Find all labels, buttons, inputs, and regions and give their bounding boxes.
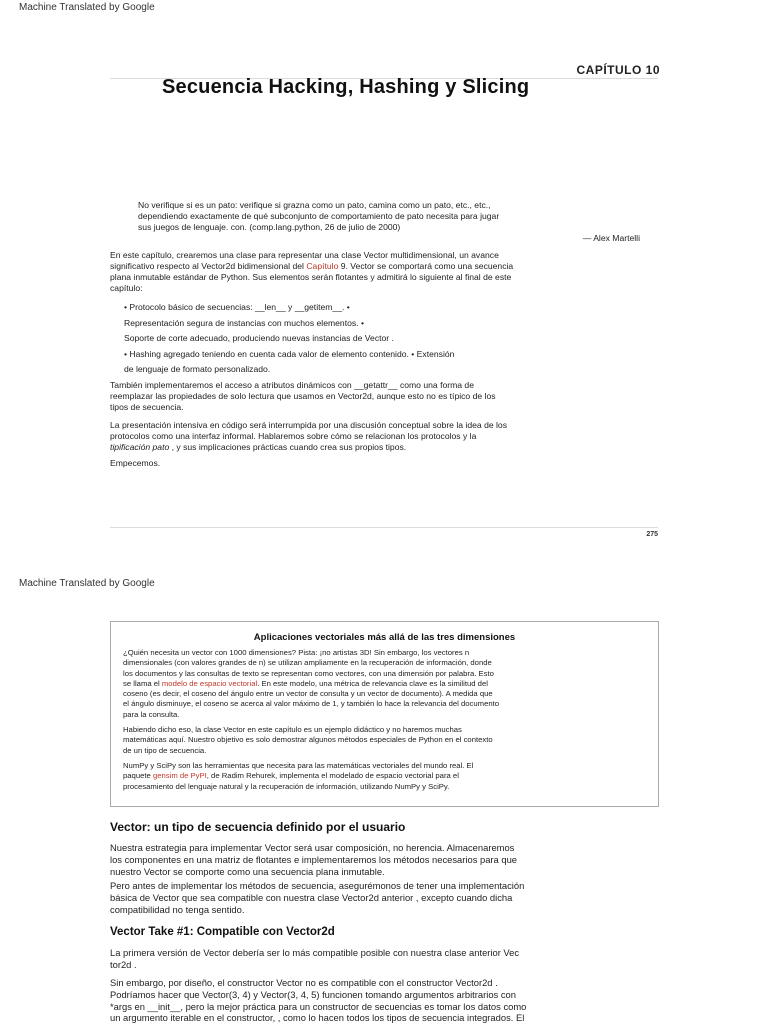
text-span: Habiendo dicho eso, la clase Vector en este capítulo es un ejemplo didáctico y no haremos muchas xyxy=(123,725,462,735)
section-heading: Vector: un tipo de secuencia definido por el usuario xyxy=(110,820,406,834)
text-line xyxy=(110,261,513,272)
text-span: dimensionales (con valores grandes de n) se utilizan ampliamente en la recuperación de información, donde xyxy=(123,658,492,668)
text-line: capítulo: xyxy=(110,283,143,293)
intro-paragraph xyxy=(110,250,513,294)
text-line: Sin embargo, por diseño, el constructor Vector no es compatible con el constructor Vector2d . xyxy=(110,977,498,988)
text-line xyxy=(110,442,507,453)
text-span: procesamiento del lenguaje natural y la recuperación de información, utilizando NumPy y SciPy. xyxy=(123,781,450,791)
epigraph-line: dependiendo exactamente de qué subconjunto de comportamiento de pato necesita para jugar xyxy=(138,211,500,221)
section-paragraph xyxy=(110,842,658,877)
vector-space-model-link[interactable]: modelo de espacio vectorial xyxy=(161,678,258,688)
sidebar-box-title: Aplicaciones vectoriales más allá de las tres dimensiones xyxy=(253,632,516,643)
text-span: NumPy y SciPy son las herramientas que necesita para las matemáticas vectoriales del mundo real. El xyxy=(123,760,474,770)
text-span: se llama el xyxy=(123,678,162,688)
machine-translated-label: Machine Translated by Google xyxy=(19,578,155,589)
text-span: ¿Quién necesita un vector con 1000 dimensiones? Pista: ¡no artistas 3D! Sin embargo, los vectores n xyxy=(123,648,470,657)
list-item: Representación segura de instancias con muchos elementos. • xyxy=(124,317,364,328)
text-line: *args en __init__, pero la mejor práctica para un constructor de secuencias es tomar los datos como xyxy=(110,1000,527,1012)
text-span: paquete xyxy=(123,771,153,781)
text-line: Pero antes de implementar los métodos de secuencia, asegurémonos de tener una implementación xyxy=(110,880,525,891)
text-line: un argumento iterable en el constructor, , como lo hacen todos los tipos de secuencia integrados. El xyxy=(110,1012,525,1024)
text-span: 9. Vector se comportará como una secuencia xyxy=(338,261,514,271)
list-item: • Hashing agregado teniendo en cuenta cada valor de elemento contenido. • Extensión xyxy=(124,348,455,359)
text-line: básica de Vector que sea compatible con nuestra clase Vector2d anterior , excepto cuando dicha xyxy=(110,891,513,903)
gensim-link[interactable]: gensim de PyPI xyxy=(152,771,207,781)
chapter-title: Secuencia Hacking, Hashing y Slicing xyxy=(162,76,530,98)
text-span: de un tipo de secuencia. xyxy=(123,745,207,755)
epigraph xyxy=(138,200,638,233)
text-line: La presentación intensiva en código será interrumpida por una discusión conceptual sobre la idea de los xyxy=(110,420,507,430)
section-paragraph xyxy=(110,977,658,1024)
text-line: tipos de secuencia. xyxy=(110,402,184,412)
machine-translated-label: Machine Translated by Google xyxy=(19,2,155,13)
text-span: el ángulo disminuye, el coseno se acerca al valor máximo de 1, y también lo hace la relevancia del documento xyxy=(123,699,500,709)
text-span: coseno (es decir, el coseno del ángulo entre un vector de consulta y un vector de documento). A medida que xyxy=(123,689,493,699)
text-span: significativo respecto al Vector2d bidimensional del xyxy=(110,261,307,271)
section-heading: Vector Take #1: Compatible con Vector2d xyxy=(110,926,335,938)
text-span: , y sus implicaciones prácticas cuando crea sus propios tipos. xyxy=(169,442,407,452)
sidebar-paragraph xyxy=(123,761,646,792)
list-item: • Protocolo básico de secuencias: __len__ y __getitem__. • xyxy=(124,302,350,312)
text-line: La primera versión de Vector debería ser lo más compatible posible con nuestra clase anterior Vec xyxy=(110,947,520,958)
paragraph-start: Empecemos. xyxy=(110,458,161,468)
text-line: Podríamos hacer que Vector(3, 4) y Vector(3, 4, 5) funcionen tomando argumentos arbitrarios con xyxy=(110,988,516,1000)
paragraph-getattr xyxy=(110,380,496,413)
text-line: protocolos como una interfaz informal. Hablaremos sobre cómo se relacionan los protocolos y la xyxy=(110,431,477,441)
text-line: los componentes en una matriz de flotantes e implementaremos los métodos necesarios para que xyxy=(110,853,517,865)
page-number: 275 xyxy=(646,531,658,538)
text-line: Nuestra estrategia para implementar Vector será usar composición, no herencia. Almacenaremos xyxy=(110,842,515,853)
feature-list xyxy=(124,302,454,380)
section-paragraph xyxy=(110,947,658,971)
epigraph-author: — Alex Martelli xyxy=(582,233,640,243)
chapter-label: CAPÍTULO 10 xyxy=(576,63,660,77)
italic-term: tipificación pato xyxy=(110,442,170,452)
section-paragraph xyxy=(110,880,658,915)
paragraph-protocols xyxy=(110,420,507,453)
text-line: plana inmutable estándar de Python. Sus elementos serán flotantes y admitirá lo siguiente al final de este xyxy=(110,272,512,282)
text-span: matemáticas aquí. Nuestro objetivo es solo demostrar algunos métodos especiales de Python en el contexto xyxy=(123,735,493,745)
text-line: compatibilidad no tenga sentido. xyxy=(110,903,245,915)
epigraph-line: No verifique si es un pato: verifique si grazna como un pato, camina como un pato, etc., etc., xyxy=(138,200,491,210)
list-item: de lenguaje de formato personalizado. xyxy=(124,364,271,374)
text-span: para la consulta. xyxy=(123,709,180,719)
text-line: tor2d . xyxy=(110,958,137,970)
sidebar-paragraph xyxy=(123,725,646,756)
sidebar-paragraph xyxy=(123,648,646,720)
sidebar-box xyxy=(110,621,659,807)
chapter-link[interactable]: Capítulo xyxy=(306,261,339,271)
epigraph-line: sus juegos de lenguaje. con. (comp.lang.python, 26 de julio de 2000) xyxy=(138,222,401,232)
text-span: , de Radim Rehurek, implementa el modelado de espacio vectorial para el xyxy=(206,771,459,781)
text-line: En este capítulo, crearemos una clase para representar una clase Vector multidimensional, un avance xyxy=(110,250,499,260)
footer-rule xyxy=(110,527,658,528)
list-item: Soporte de corte adecuado, produciendo nuevas instancias de Vector . xyxy=(124,333,394,343)
text-line: También implementaremos el acceso a atributos dinámicos con __getattr__ como una forma de xyxy=(110,380,474,390)
text-line: nuestro Vector se comporte como una secuencia plana inmutable. xyxy=(110,865,385,877)
text-span: . En este modelo, una métrica de relevancia clave es la similitud del xyxy=(257,678,488,688)
text-line: reemplazar las propiedades de solo lectura que usamos en Vector2d, aunque esto no es típico de los xyxy=(110,391,496,401)
text-span: los documentos y las consultas de texto se representan como vectores, con una dimensión por palabra. Esto xyxy=(123,668,494,678)
